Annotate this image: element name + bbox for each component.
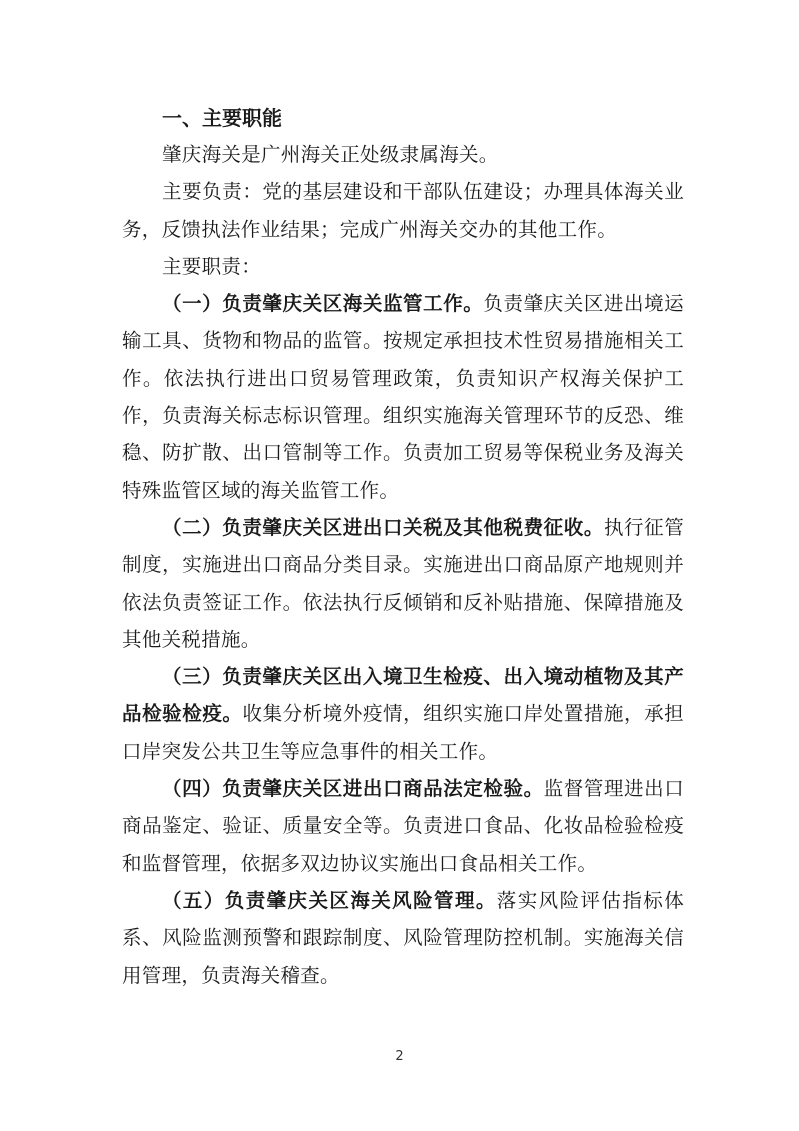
page-number: 2 — [395, 1049, 404, 1064]
paragraph-text: 收集分析境外疫情，组织实施口岸处置措施，承担口岸突发公共卫生等应急事件的相关工作。 — [122, 702, 684, 763]
paragraph-text: 肇庆海关是广州海关正处级隶属海关。 — [162, 143, 499, 166]
paragraph-duty-5 — [122, 882, 684, 994]
section-heading: 一、主要职能 — [162, 106, 282, 130]
paragraph-duty-1 — [122, 285, 684, 509]
paragraph-duty-3 — [122, 658, 684, 770]
paragraph-responsibilities — [122, 173, 684, 248]
paragraph-text: 主要职责： — [162, 254, 262, 278]
paragraph-intro — [122, 136, 684, 173]
paragraph-duties-label — [122, 248, 684, 285]
paragraph-text: 监督管理进出口商品鉴定、验证、质量安全等。负责进口食品、化妆品检验检疫和监督管理，依据多双边协议实施出口食品相关工作。 — [122, 777, 684, 875]
paragraph-text: 落实风险评估指标体系、风险监测预警和跟踪制度、风险管理防控机制。实施海关信用管理，负责海关稽查。 — [122, 888, 684, 987]
paragraph-text: 主要负责：党的基层建设和干部队伍建设；办理具体海关业务，反馈执法作业结果；完成广州海关交办的其他工作。 — [122, 180, 684, 241]
paragraph-lead: （一）负责肇庆关区海关监管工作。 — [162, 292, 484, 316]
paragraph-lead: （五）负责肇庆关区海关风险管理。 — [162, 888, 497, 912]
paragraph-duty-2 — [122, 509, 684, 658]
paragraph-lead: （二）负责肇庆关区进出口关税及其他税费征收。 — [162, 515, 604, 539]
paragraph-lead: （三）负责肇庆关区出入境卫生检疫、出入境动植物及其产品检验检疫。 — [122, 665, 684, 726]
paragraph-lead: （四）负责肇庆关区进出口商品法定检验。 — [162, 777, 544, 801]
paragraph-text: 负责肇庆关区进出境运输工具、货物和物品的监管。按规定承担技术性贸易措施相关工作。依法执行进出口贸易管理政策，负责知识产权海关保护工作，负责海关标志标识管理。组织实施海关管理环节的反恐、维稳、防扩散、出口管制等工作。负责加工贸易等保税业务及海关特殊监管区域的海关监管工作。 — [122, 292, 684, 502]
paragraph-text: 执行征管制度，实施进出口商品分类目录。实施进出口商品原产地规则并依法负责签证工作。依法执行反倾销和反补贴措施、保障措施及其他关税措施。 — [122, 515, 685, 651]
document-body — [122, 100, 684, 994]
paragraph-duty-4 — [122, 770, 684, 882]
